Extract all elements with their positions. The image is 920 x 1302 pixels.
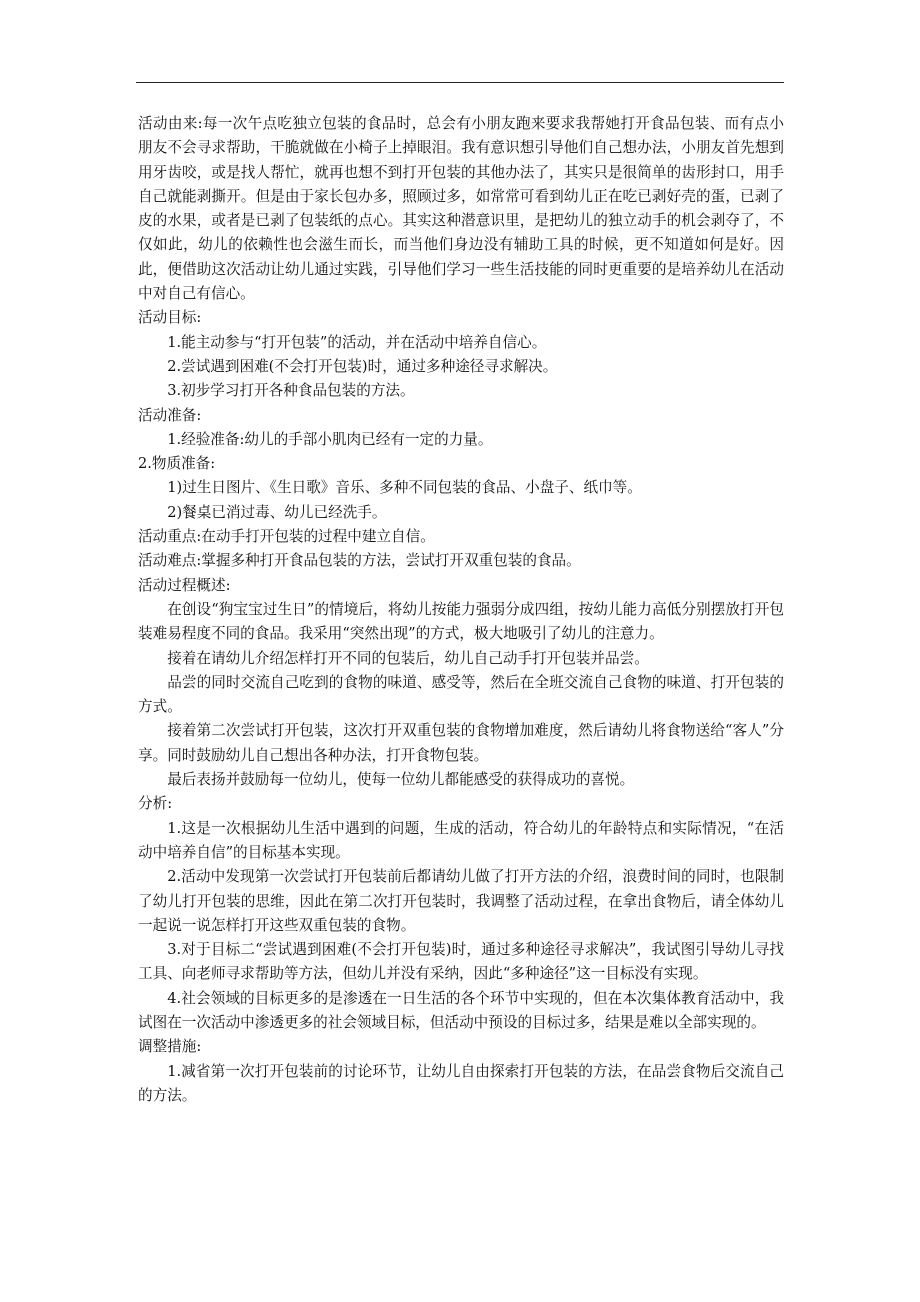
heading-adjustments: 调整措施: bbox=[138, 1038, 202, 1056]
difficult-point: 活动难点:掌握多种打开食品包装的方法，尝试打开双重包装的食品。 bbox=[138, 552, 581, 570]
process-paragraph: 在创设“狗宝宝过生日”的情境后，将幼儿按能力强弱分成四组，按幼儿能力高低分别摆放打开包装难易程度不同的食品。我采用“突然出现”的方式，极大地吸引了幼儿的注意力。 bbox=[138, 600, 784, 643]
heading-process: 活动过程概述: bbox=[138, 576, 231, 594]
process-paragraph: 最后表扬并鼓励每一位幼儿，使每一位幼儿都能感受的获得成功的喜悦。 bbox=[167, 771, 635, 789]
analysis-item: 3.对于目标二“尝试遇到困难(不会打开包装)时，通过多种途径寻求解决”，我试图引导幼儿寻找工具、向老师寻求帮助等方法，但幼儿并没有采纳，因此“多种途径”这一目标没有实现。 bbox=[138, 941, 784, 983]
process-paragraph: 接着第二次尝试打开包装，这次打开双重包装的食物增加难度，然后请幼儿将食物送给“客人”分享。同时鼓励幼儿自己想出各种办法，打开食物包装。 bbox=[138, 722, 784, 764]
process-paragraph: 品尝的同时交流自己吃到的食物的味道、感受等，然后在全班交流自己食物的味道、打开包装的方式。 bbox=[138, 673, 784, 716]
heading-objectives: 活动目标: bbox=[138, 309, 202, 327]
material-item: 1)过生日图片、《生日歌》音乐、多种不同包装的食品、小盘子、纸巾等。 bbox=[167, 479, 642, 497]
material-item: 2)餐桌已消过毒、幼儿已经洗手。 bbox=[167, 503, 387, 521]
heading-preparation: 活动准备: bbox=[138, 406, 202, 424]
header-rule bbox=[136, 82, 784, 83]
heading-analysis: 分析: bbox=[138, 795, 173, 813]
objective-item: 1.能主动参与“打开包装”的活动，并在活动中培养自信心。 bbox=[167, 333, 547, 351]
objective-item: 2.尝试遇到困难(不会打开包装)时，通过多种途径寻求解决。 bbox=[167, 357, 558, 375]
adjustment-item: 1.减省第一次打开包装前的讨论环节，让幼儿自由探索打开包装的方法，在品尝食物后交流自己的方法。 bbox=[138, 1062, 784, 1104]
analysis-item: 4.社会领域的目标更多的是渗透在一日生活的各个环节中实现的，但在本次集体教育活动中，我试图在一次活动中渗透更多的社会领域目标，但活动中预设的目标过多，结果是难以全部实现的。 bbox=[138, 989, 784, 1031]
analysis-item: 1.这是一次根据幼儿生活中遇到的问题，生成的活动，符合幼儿的年龄特点和实际情况，“在活动中培养自信”的目标基本实现。 bbox=[138, 819, 784, 861]
preparation-item: 2.物质准备: bbox=[138, 455, 216, 473]
document-body bbox=[138, 112, 784, 1108]
objective-item: 3.初步学习打开各种食品包装的方法。 bbox=[167, 382, 415, 400]
process-paragraph: 接着在请幼儿介绍怎样打开不同的包装后，幼儿自己动手打开包装并品尝。 bbox=[167, 649, 649, 667]
analysis-item: 2.活动中发现第一次尝试打开包装前后都请幼儿做了打开方法的介绍，浪费时间的同时，也限制了幼儿打开包装的思维，因此在第二次打开包装时，我调整了活动过程，在拿出食物后，请全体幼儿一起说一说怎样打开这些双重包装的食物。 bbox=[138, 868, 784, 934]
key-point: 活动重点:在动手打开包装的过程中建立自信。 bbox=[138, 528, 435, 546]
paragraph-origin: 活动由来:每一次午点吃独立包装的食品时，总会有小朋友跑来要求我帮她打开食品包装、而有点小朋友不会寻求帮助，干脆就做在小椅子上掉眼泪。我有意识想引导他们自己想办法，小朋友首先想到用牙齿咬，或是找人帮忙，就再也想不到打开包装的其他办法了，其实只是很简单的齿形封口，用手自己就能剥撕开。但是由于家长包办多，照顾过多，如常常可看到幼儿正在吃已剥好壳的蛋，已剥了皮的水果，或者是已剥了包装纸的点心。其实这种潜意识里，是把幼儿的独立动手的机会剥夺了，不仅如此，幼儿的依赖性也会滋生而长，而当他们身边没有辅助工具的时候，更不知道如何是好。因此，便借助这次活动让幼儿通过实践，引导他们学习一些生活技能的同时更重要的是培养幼儿在活动中对自己有信心。 bbox=[138, 115, 784, 303]
preparation-item: 1.经验准备:幼儿的手部小肌肉已经有一定的力量。 bbox=[167, 430, 493, 448]
